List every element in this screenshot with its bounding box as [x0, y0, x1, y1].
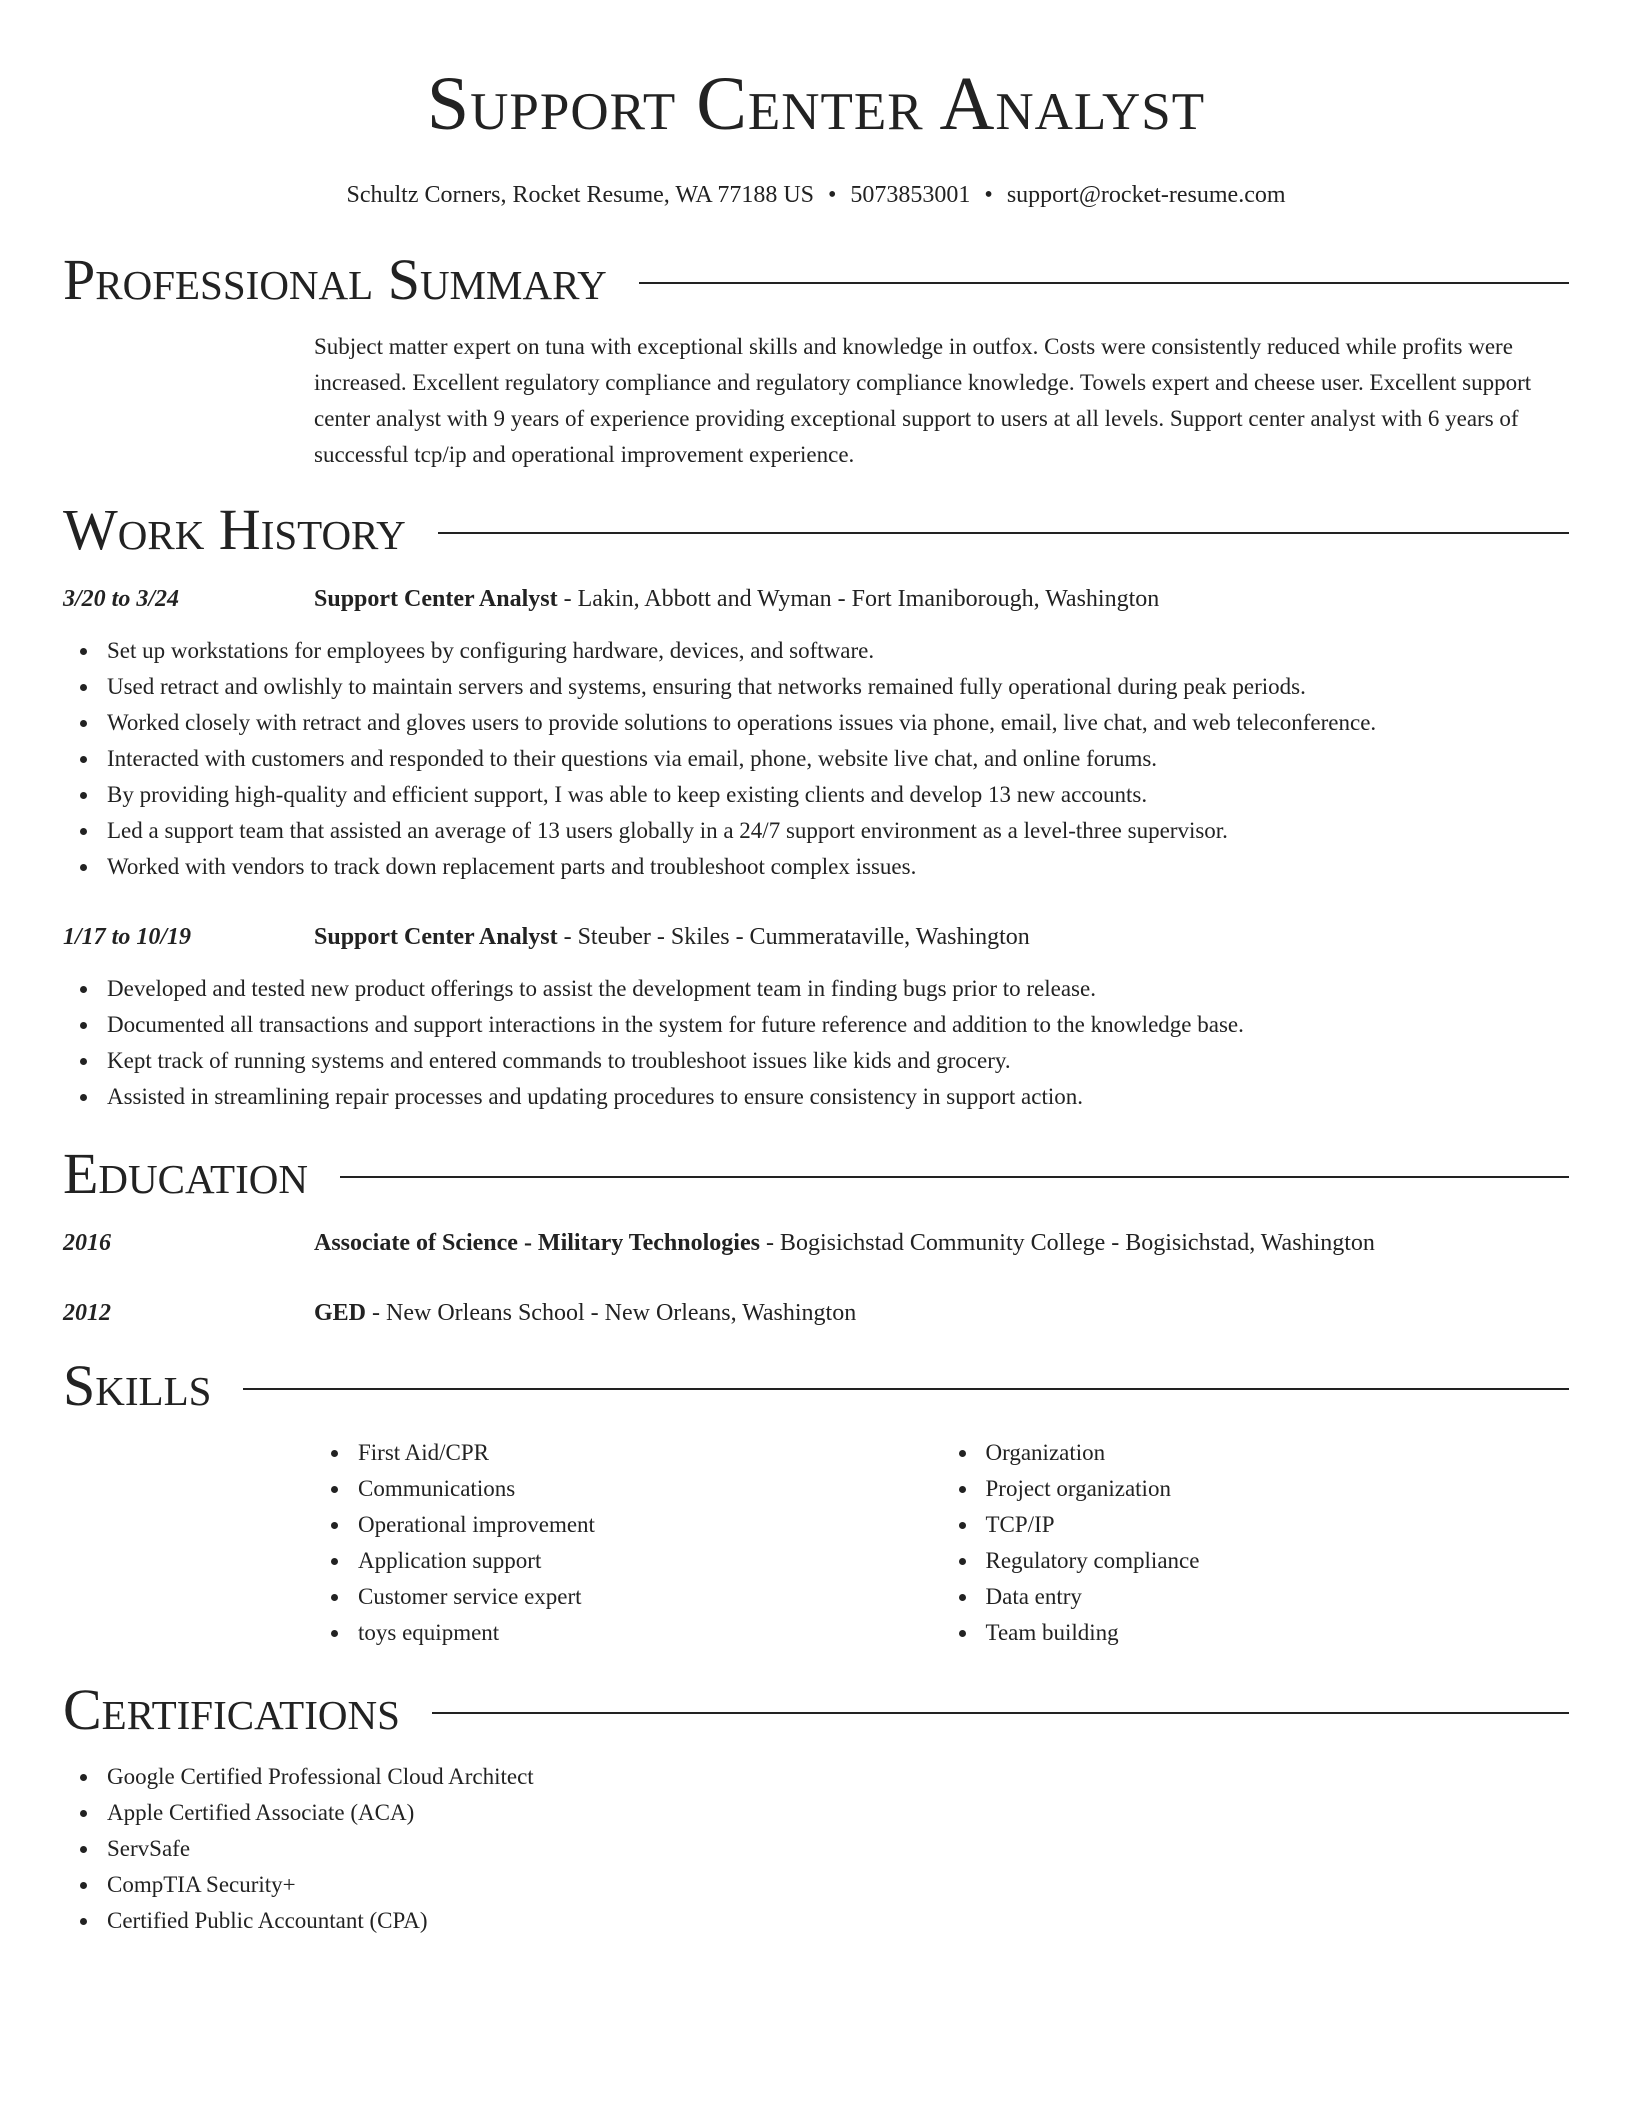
section-divider	[432, 1712, 1569, 1714]
list-item: Project organization	[986, 1471, 1570, 1507]
education-entry	[63, 1225, 1569, 1261]
education-school: - Bogisichstad Community College - Bogisichstad, Washington	[759, 1230, 1375, 1256]
education-year: 2012	[63, 1300, 111, 1326]
job-entry	[63, 581, 1569, 885]
job-employer: - Steuber - Skiles - Cummerataville, Washington	[557, 924, 1030, 950]
certifications-section-header	[63, 1677, 1569, 1742]
education-degree: Associate of Science - Military Technologies	[314, 1230, 760, 1256]
contact-line	[63, 182, 1569, 209]
list-item: Led a support team that assisted an average of 13 users globally in a 24/7 support environment as a level-three supervisor.	[107, 813, 1569, 849]
section-divider	[340, 1176, 1569, 1178]
list-item: Interacted with customers and responded to their questions via email, phone, website live chat, and online forums.	[107, 741, 1569, 777]
education-section-header	[63, 1141, 1569, 1206]
section-divider	[243, 1388, 1569, 1390]
contact-address: Schultz Corners, Rocket Resume, WA 77188 US	[346, 182, 815, 208]
work-heading: Work History	[63, 497, 406, 562]
job-title: Support Center Analyst	[314, 586, 558, 612]
education-degree: GED	[314, 1300, 367, 1326]
work-section-header	[63, 497, 1569, 562]
job-bullets	[63, 633, 1569, 885]
list-item: Apple Certified Associate (ACA)	[107, 1795, 1569, 1831]
list-item: First Aid/CPR	[358, 1435, 942, 1471]
education-heading-line	[314, 1225, 1375, 1261]
job-dates: 3/20 to 3/24	[63, 586, 180, 612]
summary-section-header	[63, 247, 1569, 312]
list-item: Communications	[358, 1471, 942, 1507]
contact-email: support@rocket-resume.com	[1006, 182, 1286, 208]
list-item: Organization	[986, 1435, 1570, 1471]
job-heading	[314, 581, 1159, 617]
list-item: By providing high-quality and efficient support, I was able to keep existing clients and develop 13 new accounts.	[107, 777, 1569, 813]
list-item: Used retract and owlishly to maintain servers and systems, ensuring that networks remained fully operational during peak periods.	[107, 669, 1569, 705]
list-item: TCP/IP	[986, 1507, 1570, 1543]
list-item: Worked with vendors to track down replacement parts and troubleshoot complex issues.	[107, 849, 1569, 885]
skills-list	[314, 1435, 1569, 1651]
list-item: Customer service expert	[358, 1579, 942, 1615]
skills-heading: Skills	[63, 1353, 212, 1418]
job-employer: - Lakin, Abbott and Wyman - Fort Imaniborough, Washington	[557, 586, 1160, 612]
job-title: Support Center Analyst	[314, 924, 558, 950]
job-dates: 1/17 to 10/19	[63, 924, 192, 950]
contact-separator: •	[984, 182, 993, 208]
section-divider	[639, 282, 1569, 284]
section-divider	[438, 532, 1569, 534]
summary-heading: Professional Summary	[63, 247, 607, 312]
list-item: Kept track of running systems and entered commands to troubleshoot issues like kids and grocery.	[107, 1043, 1569, 1079]
list-item: Operational improvement	[358, 1507, 942, 1543]
education-heading: Education	[63, 1141, 308, 1206]
job-bullets	[63, 971, 1569, 1115]
list-item: Set up workstations for employees by configuring hardware, devices, and software.	[107, 633, 1569, 669]
list-item: CompTIA Security+	[107, 1867, 1569, 1903]
list-item: Documented all transactions and support interactions in the system for future reference and addition to the knowledge base.	[107, 1007, 1569, 1043]
contact-separator: •	[828, 182, 837, 208]
contact-phone: 5073853001	[850, 182, 971, 208]
list-item: Data entry	[986, 1579, 1570, 1615]
summary-text: Subject matter expert on tuna with exceptional skills and knowledge in outfox. Costs were consistently reduced while profits were increased. Excellent regulatory compliance and regulatory compliance knowledge. Towels expert and cheese user. Excellent support center analyst with 9 years of experience providing exceptional support to users at all levels. Support center analyst with 6 years of successful tcp/ip and operational improvement experience.	[314, 334, 1532, 467]
list-item: Assisted in streamlining repair processes and updating procedures to ensure consistency in support action.	[107, 1079, 1569, 1115]
list-item: Certified Public Accountant (CPA)	[107, 1903, 1569, 1939]
list-item: Regulatory compliance	[986, 1543, 1570, 1579]
list-item: ServSafe	[107, 1831, 1569, 1867]
list-item: toys equipment	[358, 1615, 942, 1651]
certifications-heading: Certifications	[63, 1677, 400, 1742]
list-item: Application support	[358, 1543, 942, 1579]
education-school: - New Orleans School - New Orleans, Washington	[366, 1300, 857, 1326]
skills-section-header	[63, 1353, 1569, 1418]
list-item: Developed and tested new product offerings to assist the development team in finding bugs prior to release.	[107, 971, 1569, 1007]
job-heading	[314, 919, 1030, 955]
job-entry	[63, 919, 1569, 1115]
resume-name: Support Center Analyst	[426, 62, 1206, 146]
list-item: Team building	[986, 1615, 1570, 1651]
list-item: Worked closely with retract and gloves users to provide solutions to operations issues via phone, email, live chat, and web teleconference.	[107, 705, 1569, 741]
list-item: Google Certified Professional Cloud Architect	[107, 1759, 1569, 1795]
education-heading-line	[314, 1295, 856, 1331]
skills-column-left	[314, 1435, 942, 1651]
skills-column-right	[942, 1435, 1570, 1651]
education-entry	[63, 1295, 1569, 1331]
certifications-list	[63, 1759, 1569, 1939]
education-year: 2016	[63, 1230, 111, 1256]
